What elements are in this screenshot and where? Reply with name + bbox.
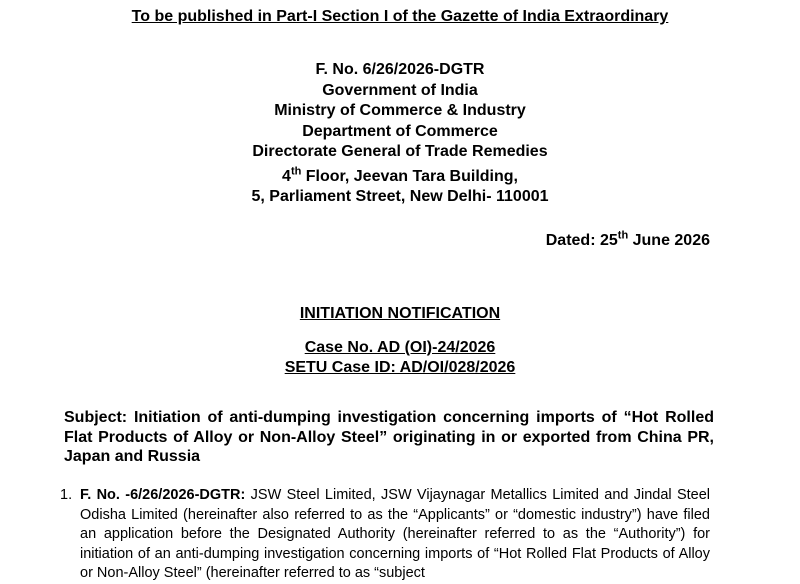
issuing-authority-header [0, 60, 800, 207]
address-line-1-rest: Floor, Jeevan Tara Building, [301, 167, 518, 185]
ministry-name: Ministry of Commerce & Industry [274, 102, 526, 119]
date-suffix: June 2026 [628, 232, 710, 249]
case-number: Case No. AD (OI)-24/2026 [304, 339, 496, 356]
setu-case-id: SETU Case ID: AD/OI/028/2026 [284, 359, 516, 376]
notification-title: INITIATION NOTIFICATION [299, 305, 501, 322]
directorate-name: Directorate General of Trade Remedies [252, 143, 548, 160]
paragraph-bold-lead: F. No. -6/26/2026-DGTR: [80, 487, 246, 503]
department-name: Department of Commerce [302, 122, 498, 140]
paragraph-number: 1. [60, 487, 73, 503]
address-line-1 [0, 167, 800, 187]
file-number: F. No. 6/26/2026-DGTR [315, 61, 485, 78]
notification-date [545, 229, 710, 250]
gazette-publication-line: To be published in Part-I Section I of the Gazette of India Extraordinary [131, 8, 669, 25]
subject-line: Subject: Initiation of anti-dumping investigation concerning imports of “Hot Rolled Flat Products of Alloy or Non-Alloy Steel” originating in or exported from China PR, Japan and Russia [64, 409, 714, 465]
government-name: Government of India [322, 81, 478, 99]
paragraph-text: JSW Steel Limited, JSW Vijaynagar Metallics Limited and Jindal Steel Odisha Limited (hereinafter also referred to as the “Applicants” or “domestic industry”) have filed an application before the Designated Authority (hereinafter referred to as the “Authority”) for initiation of an anti-dumping investigation concerning imports of “Hot Rolled Flat Products of Alloy or Non-Alloy Steel” (hereinafter referred to as “subject [80, 487, 711, 581]
date-ordinal: th [617, 229, 629, 242]
address-line-2: 5, Parliament Street, New Delhi- 110001 [251, 187, 549, 205]
case-identifiers [0, 338, 800, 378]
date-prefix: Dated: 25 [545, 232, 618, 249]
paragraph-1 [60, 486, 711, 584]
floor-ordinal: th [290, 165, 302, 178]
floor-number: 4 [282, 167, 291, 185]
